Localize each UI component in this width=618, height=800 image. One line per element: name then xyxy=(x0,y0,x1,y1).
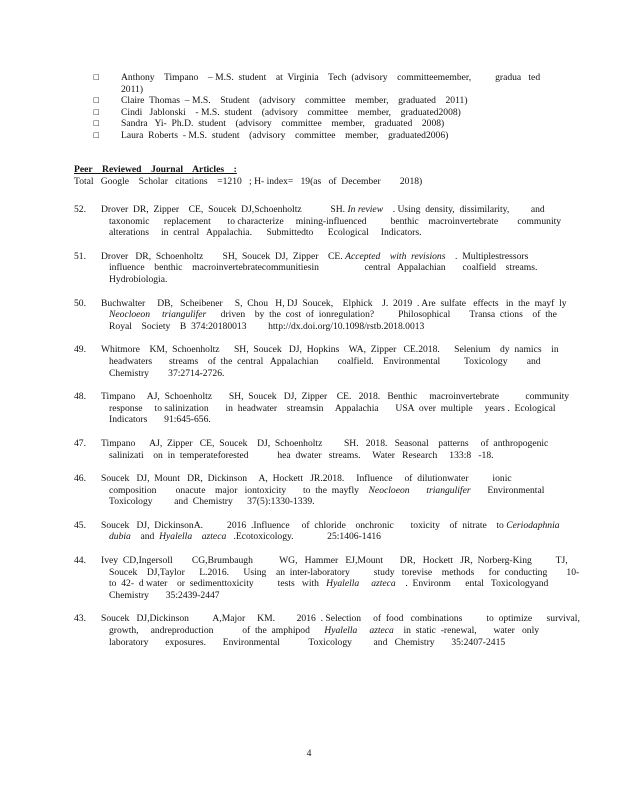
publication-line: taxonomic replacement to characterize mining-influenced benthic macroinvertebrate community xyxy=(109,215,562,227)
publication-line: Royal Society B 374:20180013 http://dx.doi.org/10.1098/rstb.2018.0013 xyxy=(109,320,425,332)
publication-number: 46. xyxy=(74,473,86,485)
student-entry-line: Anthony Timpano – M.S. student at Virginia Tech (advisory committeemember, gradua ted xyxy=(121,72,541,83)
publication-line: Neocloeon triangulifer driven by the cost of ionregulation? Philosophical Transa ctions of the xyxy=(109,309,557,321)
student-entry-line: Laura Roberts - M.S. student (advisory committee member, graduated2006) xyxy=(121,129,449,141)
publication-line: Chemistry 35:2439-2447 xyxy=(109,589,220,601)
citation-metrics: Total Google Scholar citations =1210 ; H- index= 19(as of December 2018) xyxy=(74,176,423,187)
list-item xyxy=(93,95,543,107)
publication-entry xyxy=(74,437,549,461)
publication-number: 47. xyxy=(74,437,86,449)
student-entry-line: Cindi Jablonski - M.S. student (advisory committee member, graduated2008) xyxy=(121,106,461,118)
bullet-icon: □ xyxy=(93,96,100,105)
list-item xyxy=(93,118,543,130)
publication-entry xyxy=(74,613,580,648)
publication-number: 43. xyxy=(74,613,86,625)
publication-line: to 42- d water or sedimenttoxicity tests with Hyalella azteca . Environm ental Toxicologyand xyxy=(109,578,549,590)
publication-line: Drover DR, Schoenholtz SH, Soucek DJ, Zipper CE. Accepted with revisions . Multiplestressors xyxy=(101,250,529,262)
publication-line: headwaters streams of the central Appalachian coalfield. Environmental Toxicology and xyxy=(109,355,541,367)
student-entry-line: Sandra Yi- Ph.D. student (advisory committee member, graduated 2008) xyxy=(121,118,445,130)
publication-line: influence benthic macroinvertebratecommunitiesin central Appalachian coalfield streams. xyxy=(109,262,538,274)
publication-list xyxy=(74,204,580,660)
publication-line: dubia and Hyalella azteca .Ecotoxicology. 25:1406-1416 xyxy=(109,531,381,543)
bullet-icon: □ xyxy=(93,130,100,139)
publication-line: Hydrobiologia. xyxy=(109,273,168,285)
list-item xyxy=(93,130,543,142)
bullet-icon: □ xyxy=(93,73,100,81)
publication-number: 49. xyxy=(74,344,86,356)
publication-line: Whitmore KM, Schoenholtz SH, Soucek DJ, Hopkins WA, Zipper CE.2018. Selenium dy namics in xyxy=(101,344,559,356)
publication-entry xyxy=(74,473,544,508)
publication-number: 51. xyxy=(74,250,86,262)
page-number: 4 xyxy=(306,748,312,759)
publication-line: Timpano AJ, Schoenholtz SH, Soucek DJ, Zipper CE. 2018. Benthic macroinvertebrate community xyxy=(101,391,570,403)
publication-line: Chemistry 37:2714-2726. xyxy=(109,367,225,379)
publication-entry xyxy=(74,555,580,601)
publication-line: Toxicology and Chemistry 37(5):1330-1339. xyxy=(109,496,315,508)
publication-number: 50. xyxy=(74,297,86,309)
publication-number: 44. xyxy=(74,555,86,567)
publication-line: response to salinization in headwater streamsin Appalachia USA over multiple years . Ecological xyxy=(109,402,556,414)
publication-line: Timpano AJ, Zipper CE, Soucek DJ, Schoenholtz SH. 2018. Seasonal patterns of anthropogenic xyxy=(101,437,549,449)
publication-line: composition onacute major iontoxicity to the mayfly Neocloeon triangulifer Environmental xyxy=(109,484,545,496)
list-item xyxy=(93,72,543,95)
publication-entry xyxy=(74,344,559,379)
publication-line: laboratory exposures. Environmental Toxicology and Chemistry 35:2407-2415 xyxy=(109,636,506,648)
student-list xyxy=(93,72,543,142)
publication-line: growth, andreproduction of the amphipod Hyalella azteca in static -renewal, water only xyxy=(109,625,540,637)
section-heading: Peer Reviewed Journal Articles : xyxy=(74,164,237,175)
publication-entry xyxy=(74,204,562,239)
publication-line: Drover DR, Zipper CE, Soucek DJ,Schoenholtz SH. In review . Using density, dissimilarity, and xyxy=(101,204,545,215)
student-entry-line: Claire Thomas – M.S. Student (advisory committee member, graduated 2011) xyxy=(121,95,468,107)
publication-line: salinizati on in temperateforested hea dwater streams. Water Research 133:8 -18. xyxy=(109,449,494,461)
publication-entry xyxy=(74,519,560,543)
list-item xyxy=(93,107,543,119)
publication-line: Buchwalter DB, Scheibener S, Chou H, DJ Soucek, Elphick J. 2019 . Are sulfate effects in the mayf ly xyxy=(101,297,567,309)
publication-line: Indicators 91:645-656. xyxy=(109,414,211,426)
publication-line: alterations in central Appalachia. Submittedto Ecological Indicators. xyxy=(109,227,422,239)
publication-entry xyxy=(74,251,544,286)
bullet-icon: □ xyxy=(93,107,100,116)
publication-line: Soucek DJ, DickinsonA. 2016 .Influence of chloride onchronic toxicity of nitrate to Ceriodaphnia xyxy=(101,519,560,531)
publication-line: Ivey CD,Ingersoll CG,Brumbaugh WG, Hammer EJ,Mount DR, Hockett JR, Norberg-King TJ, xyxy=(101,555,568,567)
publication-number: 52. xyxy=(74,204,86,215)
publication-number: 48. xyxy=(74,391,86,403)
publication-number: 45. xyxy=(74,519,86,531)
student-entry-line: 2011) xyxy=(121,83,144,95)
publication-line: Soucek DJ, Mount DR, Dickinson A, Hockett JR.2018. Influence of dilutionwater ionic xyxy=(101,473,512,485)
publication-entry xyxy=(74,391,570,426)
publication-entry xyxy=(74,297,567,333)
bullet-icon: □ xyxy=(93,119,100,128)
publication-line: Soucek DJ,Dickinson A,Major KM. 2016 . Selection of food combinations to optimize survival, xyxy=(101,613,580,625)
publication-line: Soucek DJ,Taylor L.2016. Using an inter-laboratory study torevise methods for conducting 10- xyxy=(109,566,580,578)
